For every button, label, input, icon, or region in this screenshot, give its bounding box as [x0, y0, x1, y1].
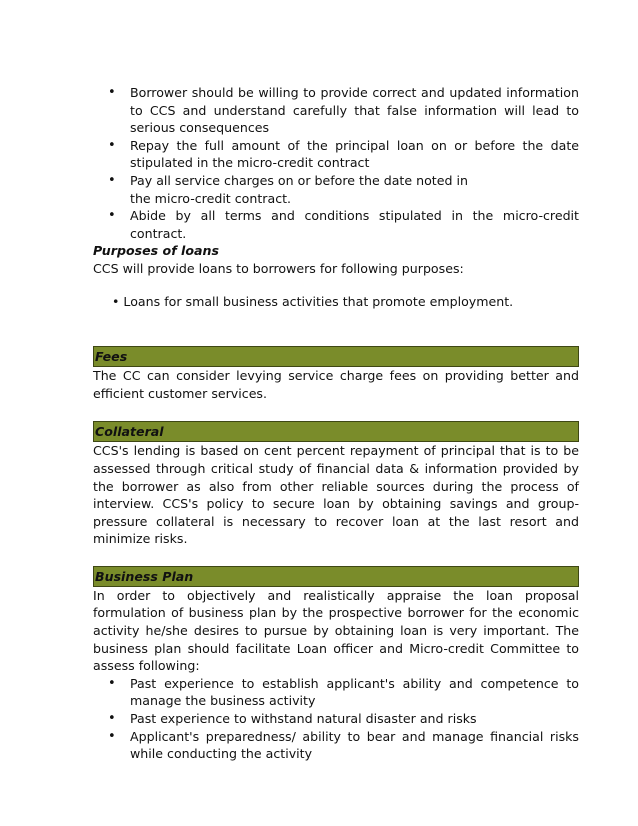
list-item: • Pay all service charges on or before the date noted in the micro-credit contract. — [93, 172, 579, 207]
document-page — [93, 84, 579, 763]
purposes-heading: Purposes of loans — [93, 243, 219, 259]
purposes-intro: CCS will provide loans to borrowers for following purposes: — [93, 260, 464, 276]
purposes-bullet: • Loans for small business activities that promote employment. — [112, 293, 514, 309]
collateral-heading: Collateral — [95, 424, 164, 440]
list-item: • Past experience to withstand natural disaster and risks — [93, 710, 579, 728]
list-item: • Past experience to establish applicant's ability and competence to manage the business activity — [93, 675, 579, 710]
business-plan-heading: Business Plan — [95, 568, 194, 584]
fees-heading: Fees — [95, 349, 128, 365]
list-item: • Repay the full amount of the principal loan on or before the date stipulated in the micro-credit contract — [93, 137, 579, 172]
fees-section-header — [93, 346, 579, 367]
list-item: • Abide by all terms and conditions stipulated in the micro-credit contract. — [93, 207, 579, 242]
fees-text: The CC can consider levying service charge fees on providing better and efficient customer services. — [93, 368, 579, 401]
business-plan-bullet-list — [93, 675, 579, 763]
list-item: • Borrower should be willing to provide correct and updated information to CCS and understand carefully that false information will lead to serious consequences — [93, 84, 579, 137]
eligibility-bullet-list — [93, 84, 579, 242]
business-plan-text: In order to objectively and realistically appraise the loan proposal formulation of business plan by the prospective borrower for the economic activity he/she desires to pursue by obtaining loan is very important. The business plan should facilitate Loan officer and Micro-credit Committee to assess following: — [93, 587, 579, 674]
collateral-section-header — [93, 421, 579, 442]
collateral-text: CCS's lending is based on cent percent repayment of principal that is to be assessed through critical study of financial data & information provided by the borrower as also from other reliable sources during the process of interview. CCS's policy to secure loan by obtaining savings and group-pressure collateral is necessary to recover loan at the last resort and minimize risks. — [93, 443, 579, 547]
list-item: • Applicant's preparedness/ ability to bear and manage financial risks while conducting the activity — [93, 728, 579, 763]
business-plan-section-header — [93, 566, 579, 587]
